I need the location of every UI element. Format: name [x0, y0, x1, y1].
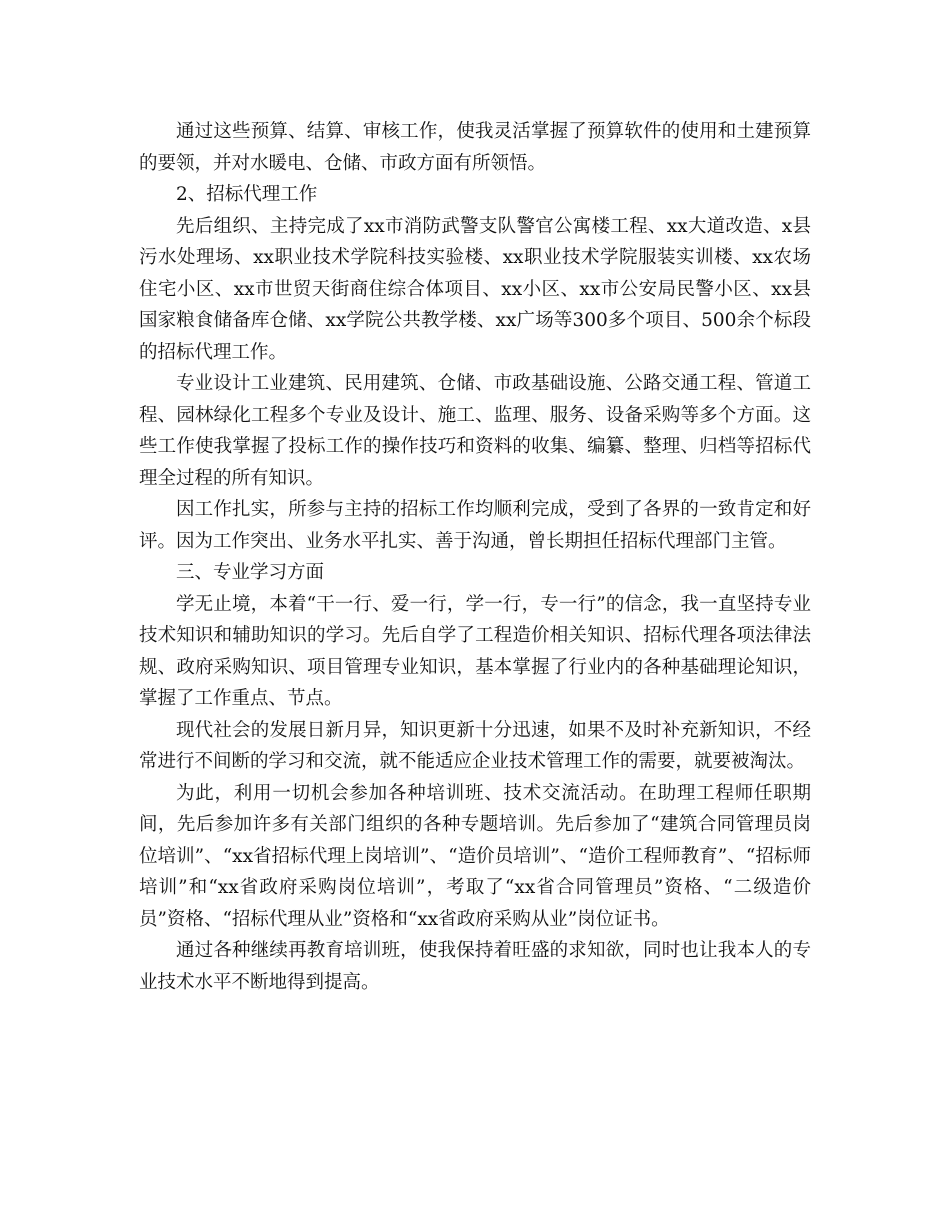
paragraph-continuous-learning: 学无止境，本着“干一行、爱一行，学一行，专一行”的信念，我一直坚持专业技术知识和辅助知识的学习。先后自学了工程造价相关知识、招标代理各项法律法规、政府采购知识、项目管理专业知识，基本掌握了行业内的各种基础理论知识，掌握了工作重点、节点。	[139, 593, 811, 709]
paragraph-modern-society: 现代社会的发展日新月异，知识更新十分迅速，如果不及时补充新知识，不经常进行不间断的学习和交流，就不能适应企业技术管理工作的需要，就要被淘汰。	[139, 719, 811, 772]
paragraph-professional-design: 专业设计工业建筑、民用建筑、仓储、市政基础设施、公路交通工程、管道工程、园林绿化工程多个专业及设计、施工、监理、服务、设备采购等多个方面。这些工作使我掌握了投标工作的操作技巧和资料的收集、编纂、整理、归档等招标代理全过程的所有知识。	[139, 373, 811, 489]
section-heading-bidding-agency: 2、招标代理工作	[176, 184, 318, 205]
paragraph-training-certificates: 为此，利用一切机会参加各种培训班、技术交流活动。在助理工程师任职期间，先后参加许多有关部门组织的各种专题培训。先后参加了“建筑合同管理员岗位培训”、“xx省招标代理上岗培训”、“造价员培训”、“造价工程师教育”、“招标师培训”和“xx省政府采购岗位培训”，考取了“xx省合同管理员”资格、“二级造价员”资格、“招标代理从业”资格和“xx省政府采购从业”岗位证书。	[139, 782, 811, 930]
paragraph-work-recognition: 因工作扎实，所参与主持的招标工作均顺利完成，受到了各界的一致肯定和好评。因为工作突出、业务水平扎实、善于沟通，曾长期担任招标代理部门主管。	[139, 499, 811, 552]
paragraph-projects-list: 先后组织、主持完成了xx市消防武警支队警官公寓楼工程、xx大道改造、x县污水处理场、xx职业技术学院科技实验楼、xx职业技术学院服装实训楼、xx农场住宅小区、xx市世贸天街商住综合体项目、xx小区、xx市公安局民警小区、xx县国家粮食储备库仓储、xx学院公共教学楼、xx广场等300多个项目、500余个标段的招标代理工作。	[139, 215, 811, 363]
section-heading-professional-study: 三、专业学习方面	[176, 562, 325, 583]
document-page	[139, 116, 811, 998]
paragraph-continuing-education: 通过各种继续再教育培训班，使我保持着旺盛的求知欲，同时也让我本人的专业技术水平不断地得到提高。	[139, 940, 811, 993]
paragraph-budget-summary: 通过这些预算、结算、审核工作，使我灵活掌握了预算软件的使用和土建预算的要领，并对水暖电、仓储、市政方面有所领悟。	[139, 121, 811, 174]
